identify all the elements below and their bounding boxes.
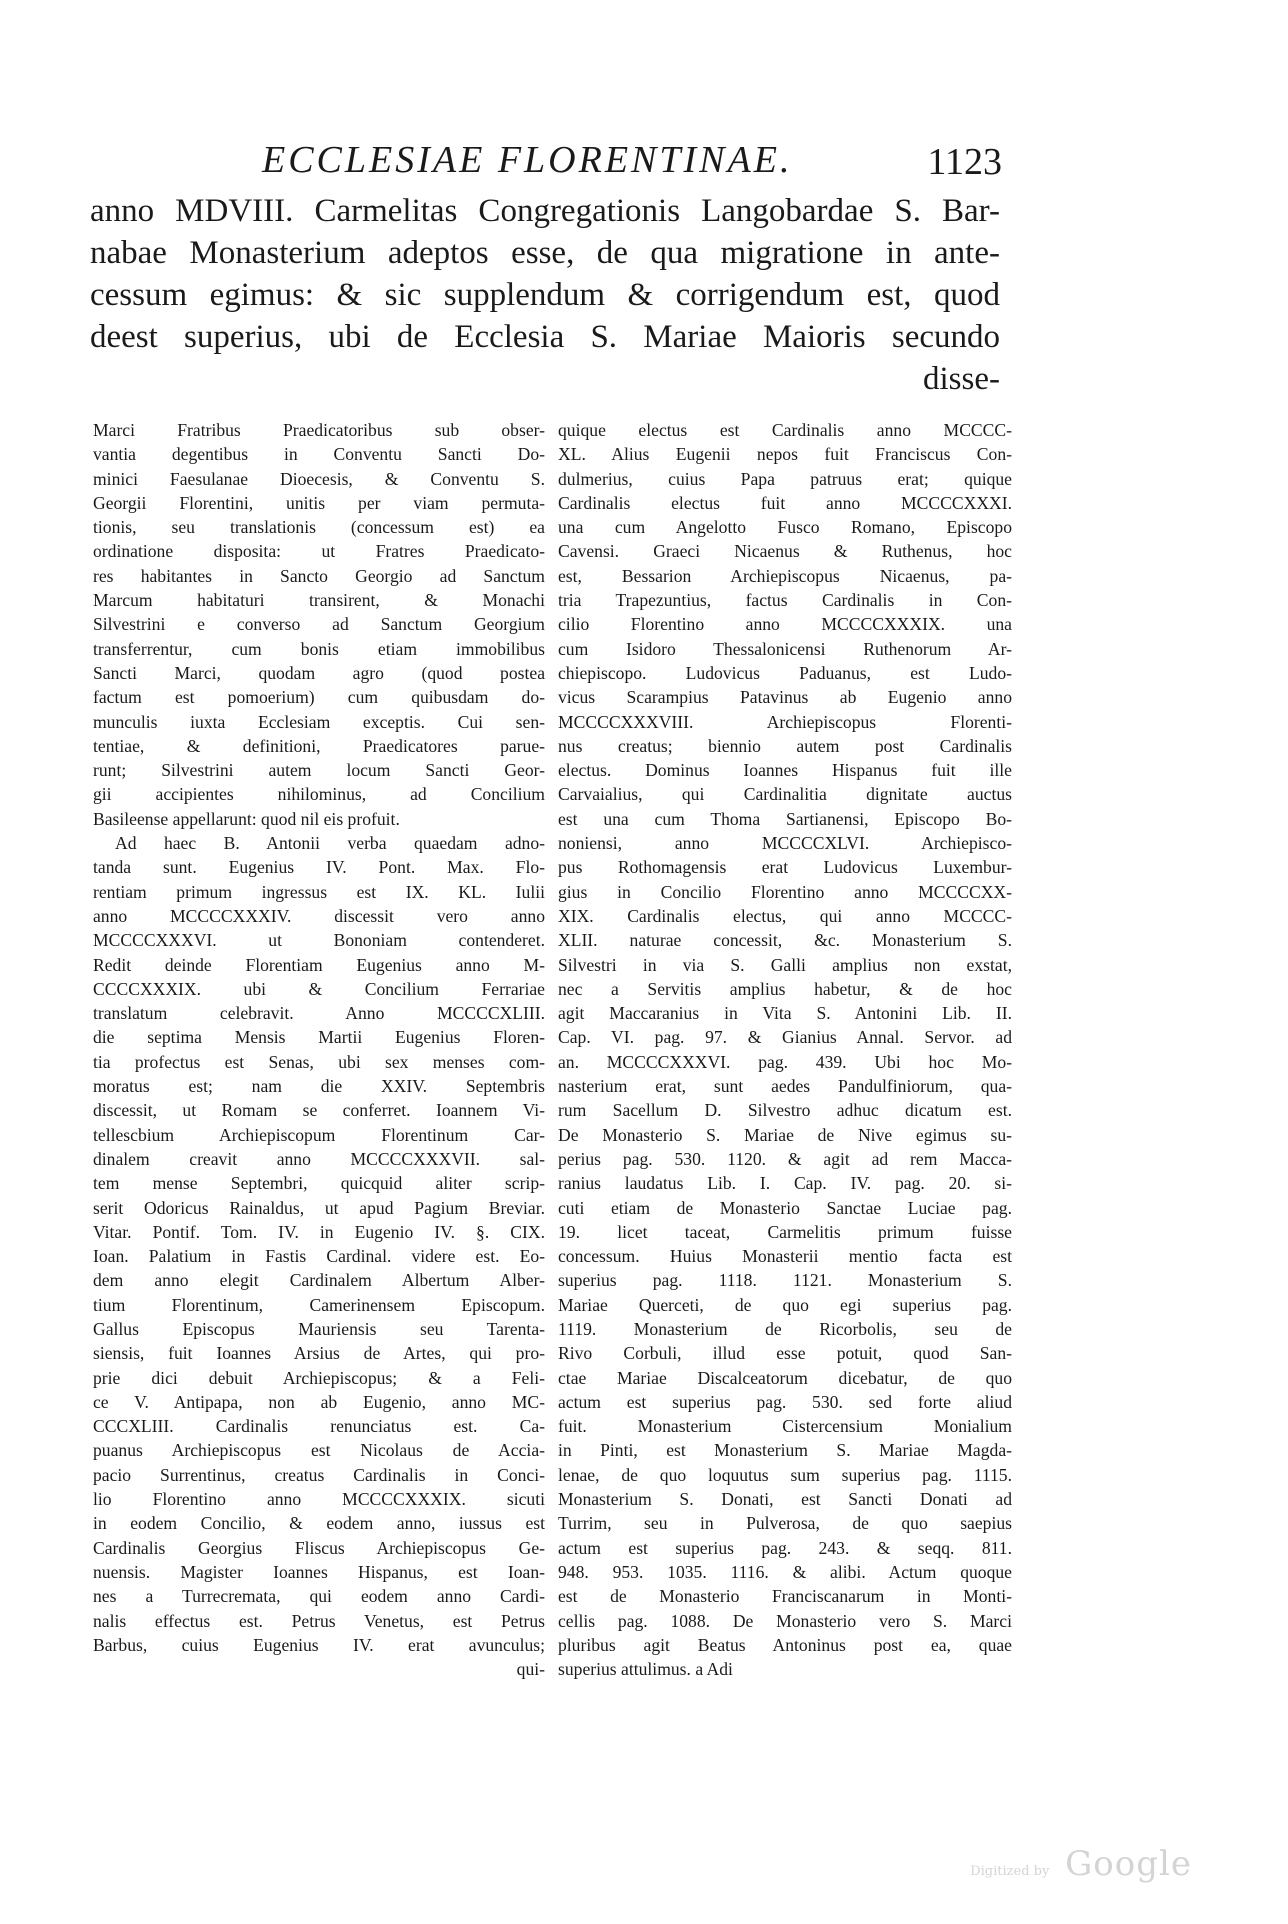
text-line: chiepiscopo. Ludovicus Paduanus, est Ludo- (558, 662, 1012, 683)
text-line: tellescbium Archiepiscopum Florentinum Car- (93, 1124, 545, 1145)
text-line: pus Rothomagensis erat Ludovicus Luxembur- (558, 857, 1012, 878)
text-line: Rivo Corbuli, illud esse potuit, quod San- (558, 1343, 1012, 1364)
text-line: tium Florentinum, Camerinensem Episcopum. (93, 1294, 545, 1315)
text-line: tionis, seu translationis (concessum est) ea (93, 517, 545, 538)
text-line: res habitantes in Sancto Georgio ad Sanctum (93, 565, 545, 586)
text-line: ordinatione disposita: ut Fratres Praedicato- (93, 541, 545, 562)
text-line: MCCCCXXXVI. ut Bononiam contenderet. (93, 930, 545, 951)
text-line: ranius laudatus Lib. I. Cap. IV. pag. 20. si- (558, 1173, 1012, 1194)
text-line: Ad haec B. Antonii verba quaedam adno- (115, 833, 545, 854)
text-line: die septima Mensis Martii Eugenius Floren- (93, 1027, 545, 1048)
text-line: XL. Alius Eugenii nepos fuit Franciscus Con- (558, 444, 1012, 465)
text-line: actum est superius pag. 530. sed forte aliud (558, 1391, 1012, 1412)
text-line: ce V. Antipapa, non ab Eugenio, anno MC- (93, 1391, 545, 1412)
text-line: nasterium erat, sunt aedes Pandulfiniorum, qua- (558, 1076, 1012, 1097)
text-line: anno MCCCCXXXIV. discessit vero anno (93, 905, 545, 926)
intro-line: deest superius, ubi de Ecclesia S. Mariae Maioris secundo (90, 319, 1000, 355)
text-line: est una cum Thoma Sartianensi, Episcopo Bo- (558, 808, 1012, 829)
text-line: cuti etiam de Monasterio Sanctae Luciae pag. (558, 1197, 1012, 1218)
text-line: tentiae, & definitioni, Praedicatores parue- (93, 735, 545, 756)
text-line: ctae Mariae Discalceatorum dicebatur, de quo (558, 1367, 1012, 1388)
text-line: cellis pag. 1088. De Monasterio vero S. Marci (558, 1610, 1012, 1631)
intro-line: anno MDVIII. Carmelitas Congregationis Langobardae S. Bar- (90, 193, 1000, 229)
text-line: dinalem creavit anno MCCCCXXXVII. sal- (93, 1148, 545, 1169)
text-line: Cavensi. Graeci Nicaenus & Ruthenus, hoc (558, 541, 1012, 562)
text-line: lenae, de quo loquutus sum superius pag. 1115. (558, 1464, 1012, 1485)
text-line: Marci Fratribus Praedicatoribus sub obser- (93, 420, 545, 440)
text-line: XLII. naturae concessit, &c. Monasterium S. (558, 930, 1012, 951)
text-line: Ioan. Palatium in Fastis Cardinal. videre est. Eo- (93, 1246, 545, 1267)
intro-line: nabae Monasterium adeptos esse, de qua migratione in ante- (90, 235, 1000, 271)
text-line: est de Monasterio Franciscanarum in Monti- (558, 1586, 1012, 1607)
text-line: Turrim, seu in Pulverosa, de quo saepius (558, 1513, 1012, 1534)
text-line: translatum celebravit. Anno MCCCCXLIII. (93, 1003, 545, 1024)
text-line: Cap. VI. pag. 97. & Gianius Annal. Servor. ad (558, 1027, 1012, 1048)
text-line: agit Maccaranius in Vita S. Antonini Lib. II. (558, 1003, 1012, 1024)
text-line: lio Florentino anno MCCCCXXXIX. sicuti (93, 1489, 545, 1510)
text-line: nec a Servitis amplius habetur, & de hoc (558, 978, 1012, 999)
text-line: siensis, fuit Ioannes Arsius de Artes, qui pro- (93, 1343, 545, 1364)
text-line: cum Isidoro Thessalonicensi Ruthenorum Ar- (558, 638, 1012, 659)
text-line: discessit, ut Romam se conferret. Ioannem Vi- (93, 1100, 545, 1121)
text-line: factum est pomoerium) cum quibusdam do- (93, 687, 545, 708)
text-line: rentiam primum ingressus est IX. KL. Iulii (93, 881, 545, 902)
right-column (558, 418, 1012, 1681)
text-line: perius pag. 530. 1120. & agit ad rem Macca- (558, 1148, 1012, 1169)
text-line: tanda sunt. Eugenius IV. Pont. Max. Flo- (93, 857, 545, 878)
text-line: tia profectus est Senas, ubi sex menses com- (93, 1051, 545, 1072)
text-line: prie dici debuit Archiepiscopus; & a Feli- (93, 1367, 545, 1388)
text-line: Silvestrini e converso ad Sanctum Georgium (93, 614, 545, 635)
text-line: superius attulimus. a Adi (558, 1659, 733, 1680)
text-line: Cardinalis electus fuit anno MCCCCXXXI. (558, 492, 1012, 513)
text-line: vantia degentibus in Conventu Sancti Do- (93, 444, 545, 465)
text-line: qui- (516, 1659, 545, 1680)
text-line: puanus Archiepiscopus est Nicolaus de Accia- (93, 1440, 545, 1461)
text-line: Mariae Querceti, de quo egi superius pag. (558, 1294, 1012, 1315)
text-line: munculis iuxta Ecclesiam exceptis. Cui sen- (93, 711, 545, 732)
text-line: in Pinti, est Monasterium S. Mariae Magda- (558, 1440, 1012, 1461)
text-line: vicus Scarampius Patavinus ab Eugenio anno (558, 687, 1012, 708)
text-line: minici Faesulanae Dioecesis, & Conventu S. (93, 468, 545, 489)
text-line: serit Odoricus Rainaldus, ut apud Pagium Breviar. (93, 1197, 545, 1218)
text-line: dulmerius, cuius Papa patruus erat; quique (558, 468, 1012, 489)
text-line: rum Sacellum D. Silvestro adhuc dicatum est. (558, 1100, 1012, 1121)
google-logo: Google (1065, 1844, 1192, 1884)
text-line: in eodem Concilio, & eodem anno, iussus est (93, 1513, 545, 1534)
text-line: tria Trapezuntius, factus Cardinalis in Con- (558, 590, 1012, 611)
watermark-prefix: Digitized by (970, 1864, 1050, 1879)
text-line: Basileense appellarunt: quod nil eis profuit. (93, 808, 400, 829)
text-line: Monasterium S. Donati, est Sancti Donati ad (558, 1489, 1012, 1510)
text-line: gii accipientes nihilominus, ad Concilium (93, 784, 545, 805)
text-line: Sancti Marci, quodam agro (quod postea (93, 662, 545, 683)
text-line: Carvaialius, qui Cardinalitia dignitate auctus (558, 784, 1012, 805)
digitized-watermark (970, 1844, 1192, 1884)
text-line: concessum. Huius Monasterii mentio facta est (558, 1246, 1012, 1267)
text-line: 1119. Monasterium de Ricorbolis, seu de (558, 1318, 1012, 1339)
text-line: nuensis. Magister Ioannes Hispanus, est Ioan- (93, 1561, 545, 1582)
page-number: 1123 (927, 141, 1002, 183)
text-line: Vitar. Pontif. Tom. IV. in Eugenio IV. §. CIX. (93, 1221, 545, 1242)
text-line: Marcum habitaturi transirent, & Monachi (93, 590, 545, 611)
text-line: fuit. Monasterium Cistercensium Monialium (558, 1416, 1012, 1437)
text-line: MCCCCXXXVIII. Archiepiscopus Florenti- (558, 711, 1012, 732)
text-line: Silvestri in via S. Galli amplius non exstat, (558, 954, 1012, 975)
text-line: Redit deinde Florentiam Eugenius anno M- (93, 954, 545, 975)
intro-paragraph (90, 190, 1000, 400)
intro-line: disse- (923, 361, 1000, 397)
text-line: 948. 953. 1035. 1116. & alibi. Actum quoque (558, 1561, 1012, 1582)
text-line: transferrentur, cum bonis etiam immobilibus (93, 638, 545, 659)
intro-line: cessum egimus: & sic supplendum & corrigendum est, quod (90, 277, 1000, 313)
text-line: nalis effectus est. Petrus Venetus, est Petrus (93, 1610, 545, 1631)
text-line: gius in Concilio Florentino anno MCCCCXX- (558, 881, 1012, 902)
text-line: an. MCCCCXXXVI. pag. 439. Ubi hoc Mo- (558, 1051, 1012, 1072)
text-line: pluribus agit Beatus Antoninus post ea, quae (558, 1634, 1012, 1655)
text-line: XIX. Cardinalis electus, qui anno MCCCC- (558, 905, 1012, 926)
running-head: ECCLESIAE FLORENTINAE. (262, 139, 793, 181)
text-line: CCCCXXXIX. ubi & Concilium Ferrariae (93, 978, 545, 999)
text-line: nus creatus; biennio autem post Cardinalis (558, 735, 1012, 756)
text-line: noniensi, anno MCCCCXLVI. Archiepisco- (558, 833, 1012, 854)
text-line: superius pag. 1118. 1121. Monasterium S. (558, 1270, 1012, 1291)
text-line: quique electus est Cardinalis anno MCCCC- (558, 420, 1012, 440)
text-line: pacio Surrentinus, creatus Cardinalis in Conci- (93, 1464, 545, 1485)
text-line: nes a Turrecremata, qui eodem anno Cardi- (93, 1586, 545, 1607)
text-line: Cardinalis Georgius Fliscus Archiepiscopus Ge- (93, 1537, 545, 1558)
text-line: runt; Silvestrini autem locum Sancti Geor- (93, 760, 545, 781)
text-line: una cum Angelotto Fusco Romano, Episcopo (558, 517, 1012, 538)
text-line: 19. licet taceat, Carmelitis primum fuisse (558, 1221, 1012, 1242)
text-line: Gallus Episcopus Mauriensis seu Tarenta- (93, 1318, 545, 1339)
text-line: electus. Dominus Ioannes Hispanus fuit ille (558, 760, 1012, 781)
text-line: dem anno elegit Cardinalem Albertum Alber- (93, 1270, 545, 1291)
text-line: Barbus, cuius Eugenius IV. erat avunculus; (93, 1634, 545, 1655)
text-line: actum est superius pag. 243. & seqq. 811. (558, 1537, 1012, 1558)
text-line: cilio Florentino anno MCCCCXXXIX. una (558, 614, 1012, 635)
text-line: moratus est; nam die XXIV. Septembris (93, 1076, 545, 1097)
text-line: De Monasterio S. Mariae de Nive egimus su- (558, 1124, 1012, 1145)
page-header (262, 138, 1002, 190)
text-line: est, Bessarion Archiepiscopus Nicaenus, pa- (558, 565, 1012, 586)
left-column (93, 418, 545, 1681)
text-line: tem mense Septembri, quicquid aliter scrip- (93, 1173, 545, 1194)
text-line: Georgii Florentini, unitis per viam permuta- (93, 492, 545, 513)
text-line: CCCXLIII. Cardinalis renunciatus est. Ca- (93, 1416, 545, 1437)
